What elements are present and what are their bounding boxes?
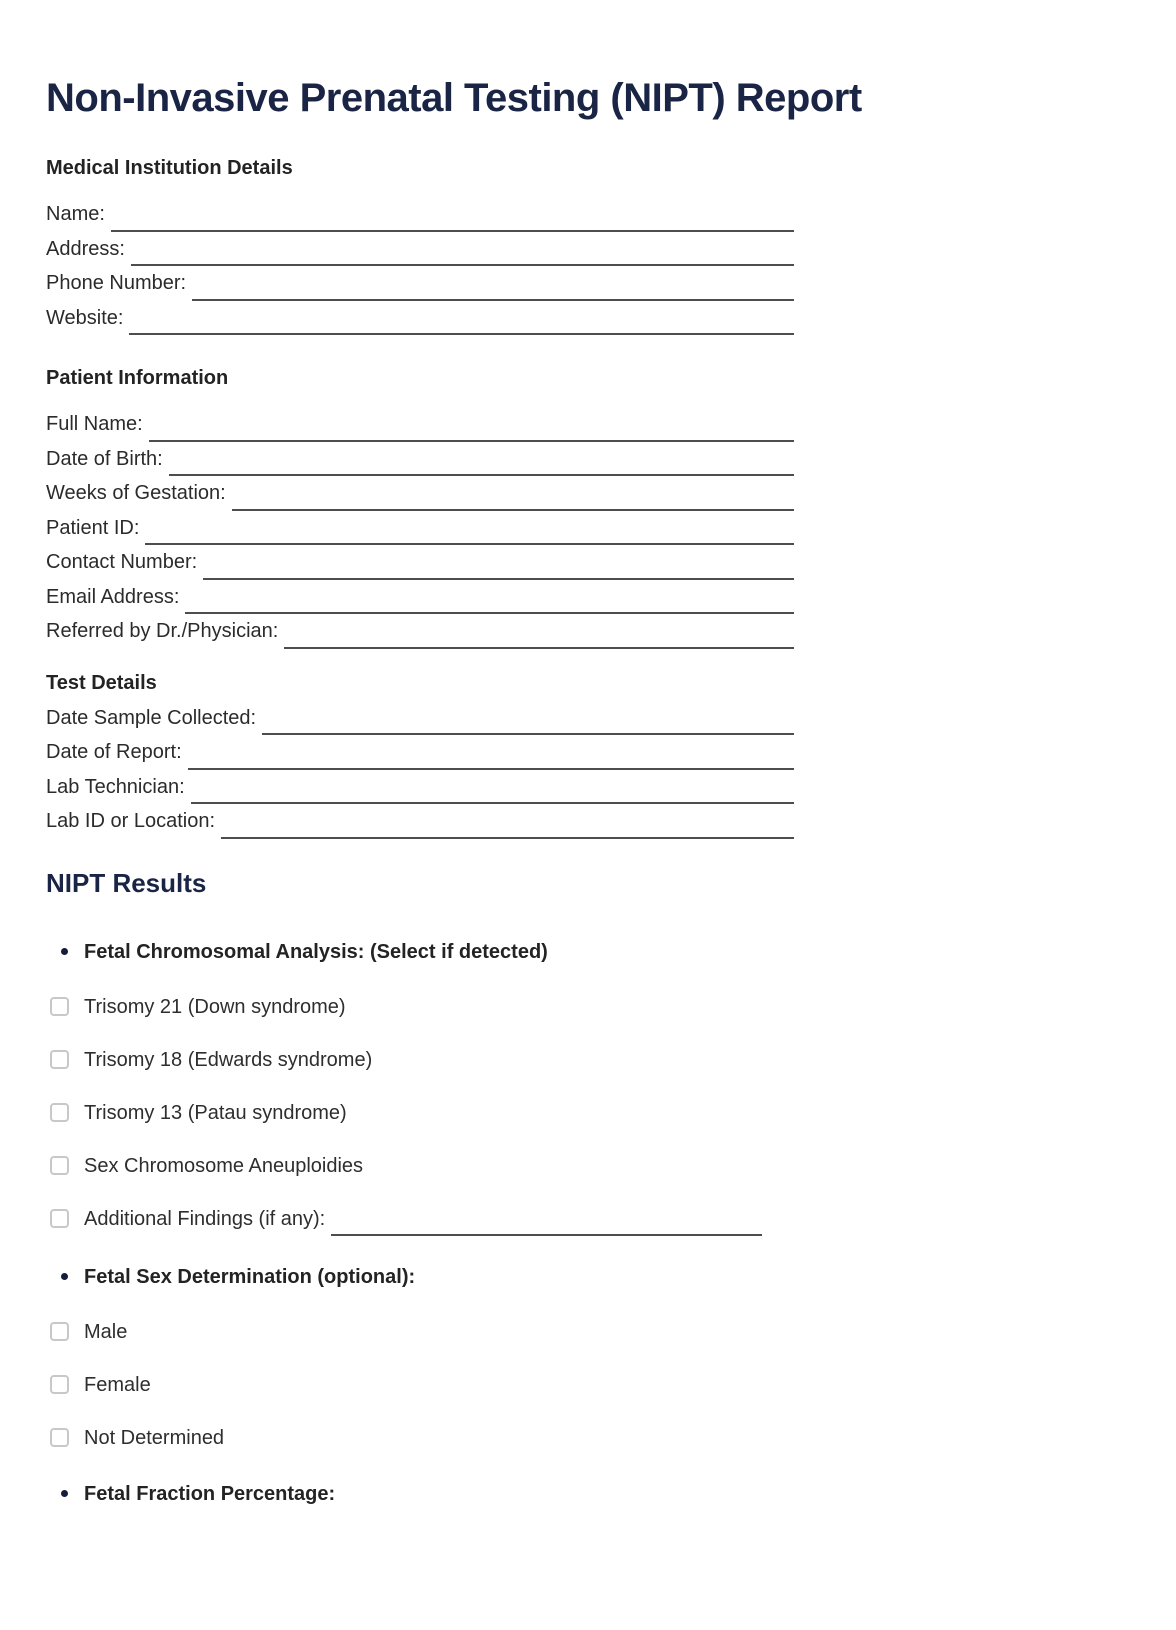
section-heading-patient-information: Patient Information	[46, 367, 229, 389]
field-label: Patient ID:	[46, 516, 140, 539]
bullet-dot-icon	[61, 1273, 68, 1280]
field-blank-line[interactable]	[111, 223, 794, 232]
option-list	[46, 1315, 1136, 1455]
bullet-heading-label: Fetal Fraction Percentage:	[84, 1482, 336, 1505]
field-row	[46, 580, 794, 615]
checkbox-label: Trisomy 18 (Edwards syndrome)	[84, 1048, 373, 1071]
field-blank-line[interactable]	[203, 571, 794, 580]
field-row	[46, 511, 794, 546]
field-label: Phone Number:	[46, 272, 187, 295]
page-title: Non-Invasive Prenatal Testing (NIPT) Report	[46, 76, 862, 120]
field-label: Full Name:	[46, 413, 143, 436]
results-group-list	[46, 935, 1136, 1511]
section-nipt-results	[46, 868, 1136, 1511]
field-label: Name:	[46, 203, 105, 226]
checkbox-label: Trisomy 13 (Patau syndrome)	[84, 1101, 347, 1124]
option-list	[46, 990, 1136, 1236]
field-list-test-details	[46, 701, 794, 839]
field-row	[46, 232, 794, 267]
checkbox-label: Sex Chromosome Aneuploidies	[84, 1154, 364, 1177]
field-label: Date Sample Collected:	[46, 706, 257, 729]
field-row	[46, 476, 794, 511]
field-blank-line[interactable]	[191, 795, 794, 804]
bullet-heading-row	[46, 1260, 1136, 1294]
field-label: Contact Number:	[46, 551, 198, 574]
section-heading-nipt-results: NIPT Results	[46, 867, 207, 898]
field-row	[46, 545, 794, 580]
field-row	[46, 442, 794, 477]
field-label: Lab Technician:	[46, 775, 185, 798]
field-blank-line[interactable]	[149, 433, 794, 442]
bullet-heading-label: Fetal Chromosomal Analysis: (Select if detected)	[84, 940, 548, 963]
results-group	[46, 935, 1136, 1236]
field-row	[46, 770, 794, 805]
checkbox-option-row	[46, 1202, 762, 1236]
field-blank-line[interactable]	[284, 640, 794, 649]
results-group	[46, 1477, 1136, 1511]
checkbox-option-row	[46, 1043, 1136, 1077]
checkbox-label: Male	[84, 1320, 128, 1343]
field-label: Date of Report:	[46, 741, 182, 764]
field-label: Email Address:	[46, 585, 180, 608]
checkbox-option-row	[46, 1149, 1136, 1183]
checkbox[interactable]	[50, 1428, 69, 1447]
checkbox-option-row	[46, 1421, 1136, 1455]
bullet-heading-row	[46, 1477, 1136, 1511]
field-label: Referred by Dr./Physician:	[46, 620, 279, 643]
checkbox-label: Additional Findings (if any):	[84, 1207, 326, 1230]
section-heading-test-details: Test Details	[46, 671, 157, 694]
checkbox-label: Not Determined	[84, 1426, 225, 1449]
field-row	[46, 614, 794, 649]
checkbox-label: Female	[84, 1373, 151, 1396]
bullet-dot-icon	[61, 948, 68, 955]
field-blank-line[interactable]	[129, 326, 794, 335]
field-row	[46, 407, 794, 442]
field-blank-line[interactable]	[185, 605, 794, 614]
checkbox[interactable]	[50, 1103, 69, 1122]
field-row	[46, 701, 794, 736]
bullet-heading-label: Fetal Sex Determination (optional):	[84, 1265, 416, 1288]
checkbox[interactable]	[50, 997, 69, 1016]
field-blank-line[interactable]	[131, 257, 794, 266]
field-label: Lab ID or Location:	[46, 810, 215, 833]
section-medical-institution	[46, 156, 1136, 335]
field-list-patient-information	[46, 407, 794, 649]
field-label: Address:	[46, 237, 125, 260]
field-label: Weeks of Gestation:	[46, 482, 226, 505]
checkbox[interactable]	[50, 1156, 69, 1175]
checkbox[interactable]	[50, 1375, 69, 1394]
field-blank-line[interactable]	[169, 467, 794, 476]
bullet-dot-icon	[61, 1490, 68, 1497]
field-blank-line[interactable]	[188, 761, 794, 770]
option-blank-line[interactable]	[331, 1227, 762, 1236]
field-list-medical-institution	[46, 197, 794, 335]
checkbox[interactable]	[50, 1322, 69, 1341]
bullet-heading-row	[46, 935, 1136, 969]
checkbox[interactable]	[50, 1209, 69, 1228]
field-row	[46, 804, 794, 839]
checkbox-option-row	[46, 1368, 1136, 1402]
checkbox-option-row	[46, 1315, 1136, 1349]
field-blank-line[interactable]	[221, 830, 794, 839]
checkbox[interactable]	[50, 1050, 69, 1069]
section-heading-medical-institution: Medical Institution Details	[46, 157, 293, 179]
field-label: Date of Birth:	[46, 447, 163, 470]
field-blank-line[interactable]	[145, 536, 794, 545]
field-row	[46, 266, 794, 301]
field-row	[46, 735, 794, 770]
results-group	[46, 1260, 1136, 1455]
field-blank-line[interactable]	[192, 292, 794, 301]
checkbox-label: Trisomy 21 (Down syndrome)	[84, 995, 346, 1018]
field-blank-line[interactable]	[232, 502, 794, 511]
field-row	[46, 301, 794, 336]
section-patient-information	[46, 366, 1136, 649]
checkbox-option-row	[46, 990, 1136, 1024]
section-test-details	[46, 671, 1136, 839]
field-blank-line[interactable]	[262, 726, 794, 735]
checkbox-option-row	[46, 1096, 1136, 1130]
field-row	[46, 197, 794, 232]
field-label: Website:	[46, 306, 124, 329]
